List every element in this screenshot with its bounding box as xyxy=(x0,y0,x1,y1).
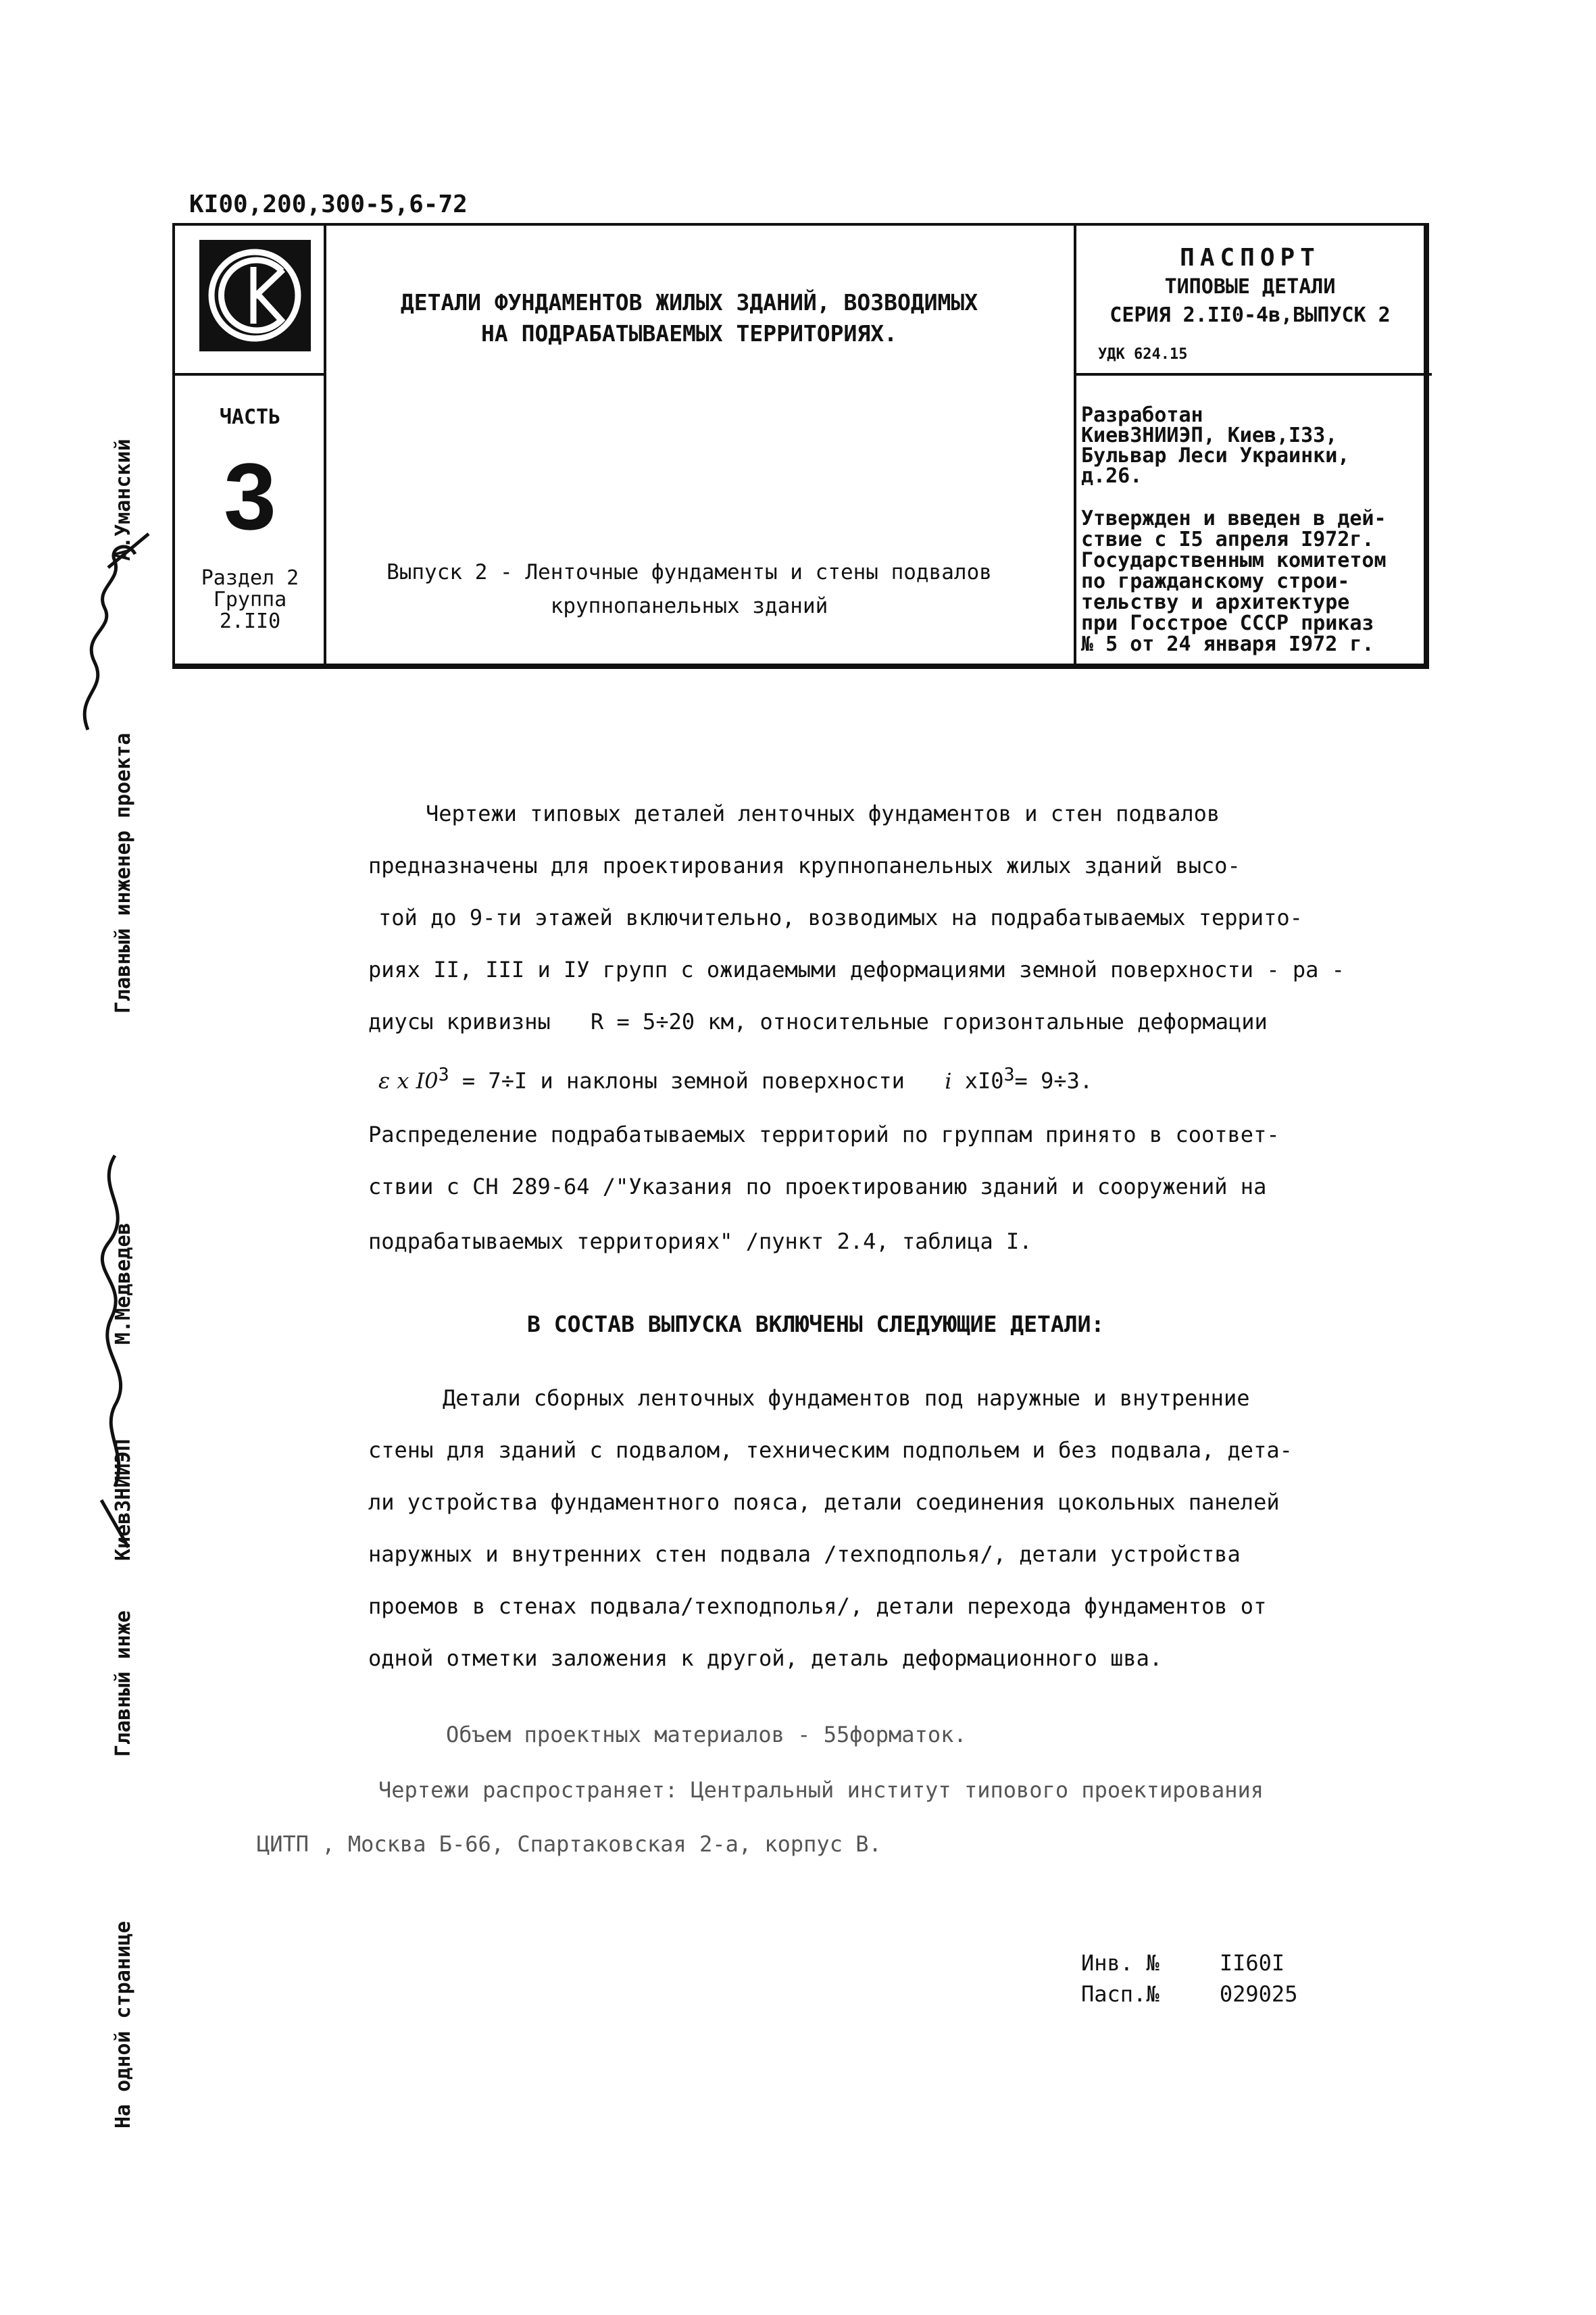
body-line: Детали сборных ленточных фундаментов под наружные и внутренние xyxy=(443,1385,1250,1411)
approval-line: по гражданскому строи- xyxy=(1081,570,1350,593)
body-line: предназначены для проектирования крупнопанельных жилых зданий высо- xyxy=(368,853,1241,878)
body-line: одной отметки заложения к другой, деталь деформационного шва. xyxy=(368,1645,1163,1671)
udk-code: УДК 624.15 xyxy=(1098,346,1188,363)
frame-divider-logo xyxy=(175,373,324,376)
formula-line xyxy=(378,1064,1324,1094)
passport-label: Пасп.№ xyxy=(1081,1981,1159,2007)
developer-block xyxy=(1081,405,1426,487)
developer-line: д.26. xyxy=(1081,464,1143,488)
inventory-row xyxy=(1081,1947,1297,1978)
single-page-label: На одной странице xyxy=(111,1920,135,2129)
title-line: ДЕТАЛИ ФУНДАМЕНТОВ ЖИЛЫХ ЗДАНИЙ, ВОЗВОДИМЫХ xyxy=(400,289,978,316)
approval-block xyxy=(1081,508,1426,655)
approval-line: № 5 от 24 января I972 г. xyxy=(1081,632,1374,656)
body-line: ствии с СН 289-64 /"Указания по проектированию зданий и сооружений на xyxy=(368,1174,1267,1199)
developer-line: Разработан xyxy=(1081,403,1203,427)
chief-engineer-label: Главный инже xyxy=(111,1610,135,1757)
passport-block xyxy=(1081,243,1419,330)
body-fragment: xI0 xyxy=(951,1068,1004,1094)
exponent: 3 xyxy=(1003,1064,1015,1085)
inventory-block xyxy=(1081,1947,1297,2010)
signer-name: А.Уманский xyxy=(111,439,135,561)
approval-line: при Госстрое СССР приказ xyxy=(1081,612,1374,635)
body-line: Распределение подрабатываемых территорий по группам принято в соответ- xyxy=(368,1122,1280,1147)
exponent: 3 xyxy=(438,1064,449,1085)
developer-line: Бульвар Леси Украинки, xyxy=(1081,444,1350,468)
section-heading: В СОСТАВ ВЫПУСКА ВКЛЮЧЕНЫ СЛЕДУЮЩИЕ ДЕТАЛИ: xyxy=(527,1311,1105,1337)
epsilon-term: ε x I0 xyxy=(378,1068,439,1094)
part-label: ЧАСТЬ xyxy=(219,405,281,429)
group-label: Группа xyxy=(213,588,287,612)
body-line: наружных и внутренних стен подвала /техподполья/, детали устройства xyxy=(368,1541,1241,1567)
body-fragment: = 9÷3. xyxy=(1014,1068,1093,1094)
approval-line: Утвержден и введен в дей- xyxy=(1081,507,1387,530)
section-group xyxy=(182,568,318,632)
passport-row xyxy=(1081,1978,1297,2010)
body-fragment: диусы кривизны xyxy=(368,1009,551,1035)
inventory-number: II60I xyxy=(1219,1950,1285,1976)
title-line: НА ПОДРАБАТЫВАЕМЫХ ТЕРРИТОРИЯХ. xyxy=(481,320,897,347)
tilt-symbol: i xyxy=(945,1068,952,1094)
signature-umanskiy xyxy=(68,527,162,743)
body-line: той до 9-ти этажей включительно, возводимых на подрабатываемых террито- xyxy=(378,905,1303,930)
document-title xyxy=(351,287,1027,349)
section-label: Раздел 2 xyxy=(201,566,299,590)
body-line xyxy=(368,1009,1314,1035)
part-number: 3 xyxy=(224,443,276,549)
body-line: Чертежи типовых деталей ленточных фундаментов и стен подвалов xyxy=(426,801,1220,826)
frame-divider-passport xyxy=(1074,373,1432,376)
signer-name: М.Медведев xyxy=(111,1222,135,1345)
body-line: проемов в стенах подвала/техподполья/, детали перехода фундаментов от xyxy=(368,1593,1267,1619)
distributor-line: ЦИТП , Москва Б-66, Спартаковская 2-а, корпус В. xyxy=(257,1831,882,1857)
body-fragment: R = 5÷20 км, относительные горизонтальные деформации xyxy=(590,1009,1268,1035)
developer-line: КиевЗНИИЭП, Киев,I33, xyxy=(1081,424,1338,447)
frame-divider-left xyxy=(324,226,326,664)
body-line: ли устройства фундаментного пояса, детали соединения цокольных панелей xyxy=(368,1489,1280,1515)
body-line: подрабатываемых территориях" /пункт 2.4, таблица I. xyxy=(368,1228,1032,1254)
passport-series: СЕРИЯ 2.II0-4в,ВЫПУСК 2 xyxy=(1109,303,1391,327)
approval-line: Государственным комитетом xyxy=(1081,549,1387,572)
passport-subtitle: ТИПОВЫЕ ДЕТАЛИ xyxy=(1164,275,1336,299)
body-fragment: = 7÷I и наклоны земной поверхности xyxy=(449,1068,905,1094)
ck-logo-icon xyxy=(199,240,311,351)
issue-line: крупнопанельных зданий xyxy=(550,594,828,618)
issue-title xyxy=(351,555,1027,623)
institute-label: КиевЗНИИЭП xyxy=(111,1439,135,1561)
group-number: 2.II0 xyxy=(219,609,281,633)
approval-line: тельству и архитектуре xyxy=(1081,591,1350,614)
inventory-label: Инв. № xyxy=(1081,1950,1159,1976)
signature-medvedev xyxy=(74,1149,155,1554)
volume-line: Объем проектных материалов - 55форматок. xyxy=(446,1722,967,1747)
body-line: стены для зданий с подвалом, техническим подпольем и без подвала, дета- xyxy=(368,1437,1293,1463)
body-line: риях II, III и IУ групп с ожидаемыми деформациями земной поверхности - ра - xyxy=(368,957,1345,982)
passport-number: 029025 xyxy=(1219,1981,1298,2007)
approval-line: ствие с I5 апреля I972г. xyxy=(1081,528,1374,551)
document-code: КI00,200,300-5,6-72 xyxy=(189,191,468,218)
passport-title: ПАСПОРТ xyxy=(1180,244,1320,272)
chief-engineer-project-label: Главный инженер проекта xyxy=(111,732,135,1014)
issue-line: Выпуск 2 - Ленточные фундаменты и стены подвалов xyxy=(386,560,992,584)
frame-divider-right xyxy=(1074,226,1076,664)
distributor-line: Чертежи распространяет: Центральный институт типового проектирования xyxy=(378,1777,1264,1803)
